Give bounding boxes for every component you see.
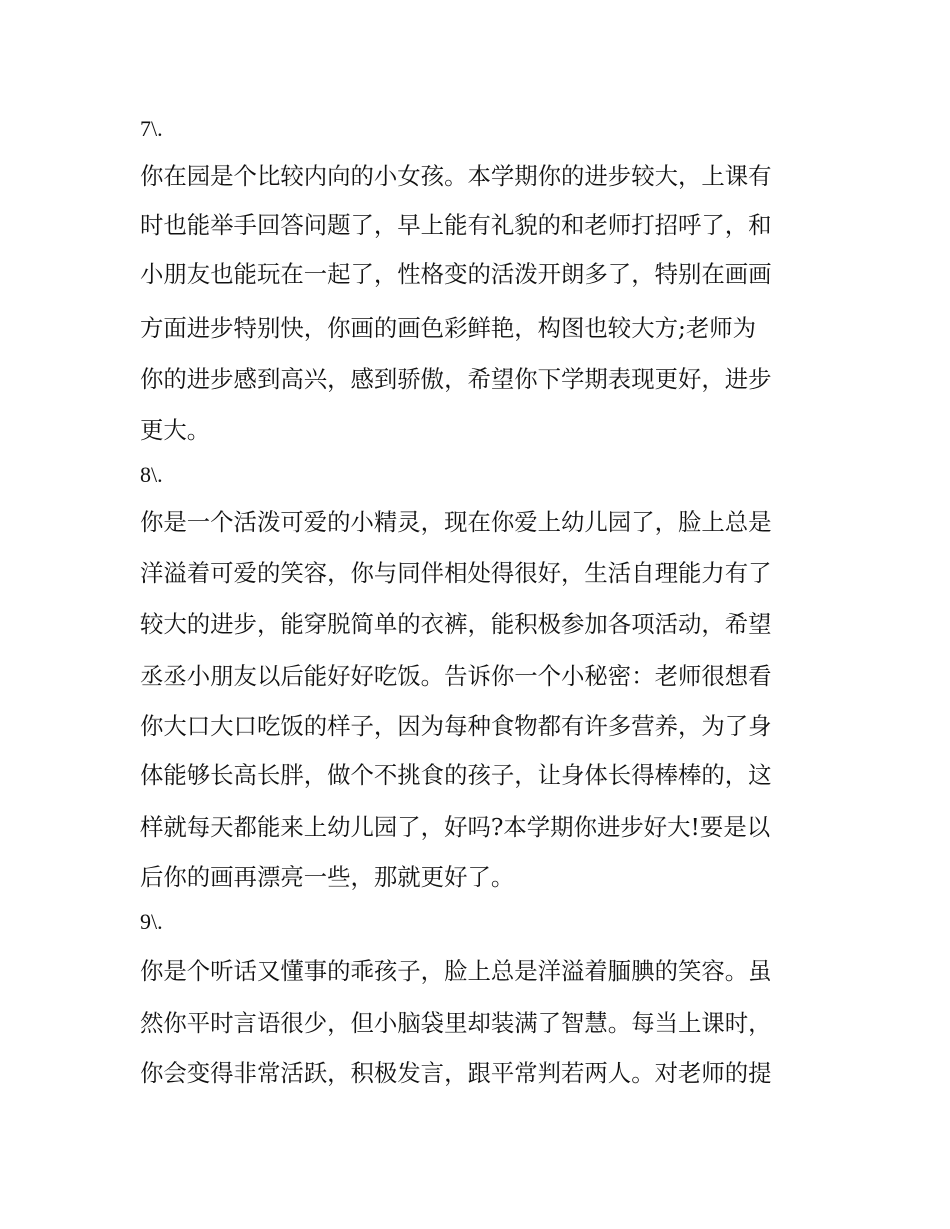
- paragraph-line: 方面进步特别快，你画的画色彩鲜艳，构图也较大方;老师为: [140, 314, 757, 342]
- section-number: 8\.: [140, 462, 163, 487]
- paragraph-line: 体能够长高长胖，做个不挑食的孩子，让身体长得棒棒的，这: [140, 761, 772, 789]
- paragraph-line: 然你平时言语很少，但小脑袋里却装满了智慧。每当上课时，: [140, 1009, 772, 1037]
- paragraph-line: 你的进步感到高兴，感到骄傲，希望你下学期表现更好，进步: [140, 365, 772, 393]
- section-number: 7\.: [140, 116, 163, 141]
- paragraph-line: 后你的画再漂亮一些，那就更好了。: [140, 863, 515, 891]
- paragraph-line: 小朋友也能玩在一起了，性格变的活泼开朗多了，特别在画画: [140, 260, 772, 288]
- paragraph-line: 较大的进步，能穿脱简单的衣裤，能积极参加各项活动，希望: [140, 610, 772, 638]
- paragraph-line: 你会变得非常活跃，积极发言，跟平常判若两人。对老师的提: [140, 1059, 772, 1087]
- paragraph-line: 样就每天都能来上幼儿园了，好吗?本学期你进步好大!要是以: [140, 813, 771, 841]
- section-number: 9\.: [140, 909, 163, 934]
- paragraph-line: 你在园是个比较内向的小女孩。本学期你的进步较大，上课有: [140, 162, 772, 190]
- paragraph-line: 洋溢着可爱的笑容，你与同伴相处得很好，生活自理能力有了: [140, 559, 772, 587]
- paragraph-line: 更大。: [140, 416, 211, 444]
- paragraph-line: 你大口大口吃饭的样子，因为每种食物都有许多营养，为了身: [140, 712, 772, 740]
- paragraph-line: 丞丞小朋友以后能好好吃饭。告诉你一个小秘密：老师很想看: [140, 662, 772, 690]
- paragraph-line: 你是个听话又懂事的乖孩子，脸上总是洋溢着腼腆的笑容。虽: [140, 957, 772, 985]
- paragraph-line: 你是一个活泼可爱的小精灵，现在你爱上幼儿园了，脸上总是: [140, 508, 772, 536]
- paragraph-line: 时也能举手回答问题了，早上能有礼貌的和老师打招呼了，和: [140, 211, 772, 239]
